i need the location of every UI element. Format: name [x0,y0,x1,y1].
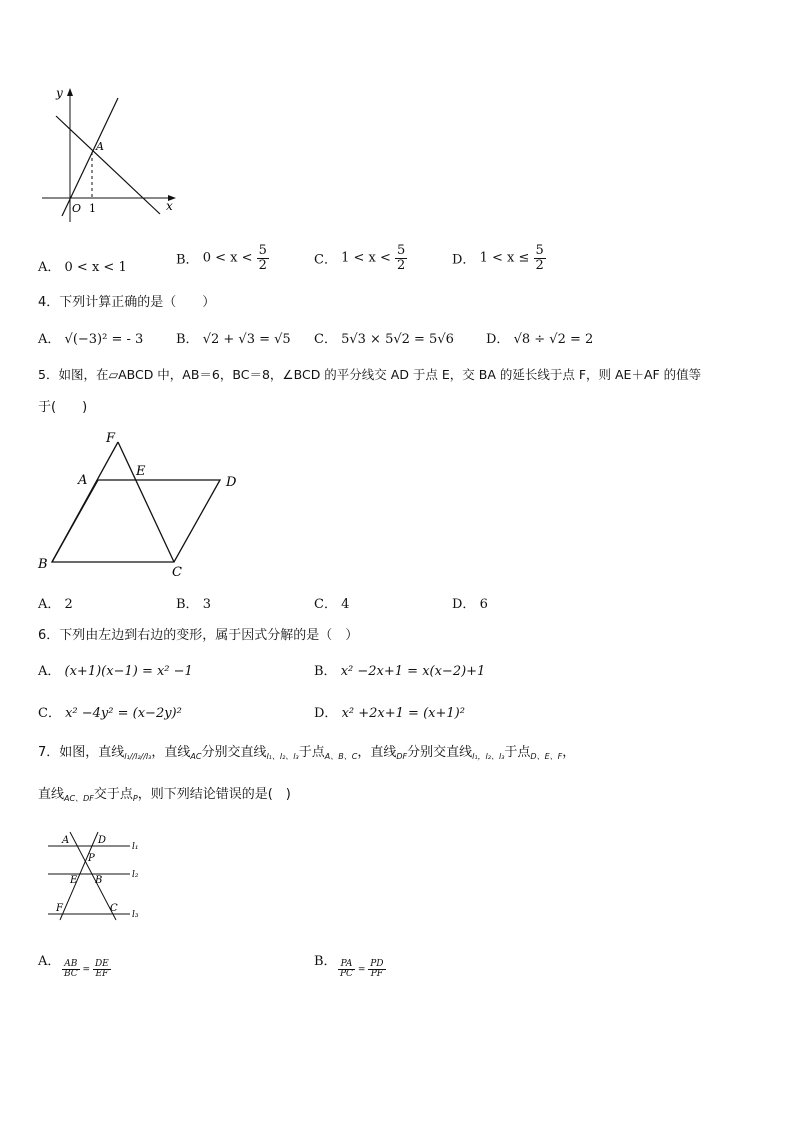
q5-option-a[interactable] [38,593,73,612]
q4-option-a[interactable] [38,328,143,347]
q7-parallel: l₁//l₂//l₃ [124,752,152,761]
q3-option-b-den: 2 [258,257,267,273]
q6-option-a[interactable] [38,660,193,679]
q3-option-a-label: A． [38,260,61,275]
q7-text-1: 7．如图，直线 [38,745,125,760]
q7-label-a: A [62,835,70,846]
q3-label-y: y [56,86,63,100]
q5-figure [36,428,246,580]
q4-option-d[interactable] [486,328,593,347]
q7-a-den1: BC [64,969,78,980]
q7-label-e: E [70,875,78,886]
q7-ac: AC [190,752,202,761]
q7-label-f: F [56,903,63,914]
q7-label-d: D [98,835,107,846]
q6-option-b-label: B． [314,664,337,679]
q5-option-a-label: A． [38,597,61,612]
q3-label-a: A [96,140,104,153]
q6-option-c-label: C． [38,706,61,721]
q7-pts1: A、B、C [324,752,358,761]
q5-option-b-value: 3 [202,597,211,612]
q3-option-c-num: 5 [397,243,406,258]
q3-label-one: 1 [89,202,96,215]
q6-option-a-expr: (x+1)(x−1) = x² −1 [64,664,193,679]
q4-option-b-expr: √2 + √3 = √5 [202,332,291,347]
q5-segment-bf [52,442,118,562]
q7-b-den1: PC [340,969,353,980]
q7-label-b: B [95,875,103,886]
q7-text-4: 于点 [298,745,325,760]
q5-label-f: F [106,431,116,446]
q3-option-c[interactable] [314,244,407,272]
q6-option-d-expr: x² +2x+1 = (x+1)² [341,706,465,721]
q7-option-b-label: B． [314,954,337,969]
q6-option-b-expr: x² −2x+1 = x(x−2)+1 [340,664,486,679]
q4-option-c-label: C． [314,332,337,347]
q7-label-c: C [110,903,118,914]
q6-option-d-label: D． [314,706,338,721]
q7-text-11: ，则下列结论错误的是( ) [137,787,291,802]
q7-text-9: 直线 [38,787,65,802]
q4-stem: 4．下列计算正确的是（ ） [38,295,216,310]
q7-option-b[interactable] [314,950,337,969]
q7-figure [44,828,148,924]
q4-option-a-expr: √(−3)² = - 3 [64,332,144,347]
q5-stem-line1: 5．如图，在▱ABCD 中，AB＝6，BC＝8，∠BCD 的平分线交 AD 于点 E，交 BA 的延长线于点 F，则 AE＋AF 的值等 [38,367,702,382]
q4-option-a-label: A． [38,332,61,347]
q4-option-b-label: B． [176,332,199,347]
q7-text-3: 分别交直线 [201,745,267,760]
q7-lines1: l₁、l₂、l₃ [266,752,299,761]
q7-text-10: 交于点 [93,787,133,802]
q3-option-b[interactable] [176,244,269,272]
q7-a-den2: EF [95,969,109,980]
q5-option-d-label: D． [452,597,476,612]
q7-df: DF [396,752,408,761]
q5-option-b[interactable] [176,593,211,612]
q3-option-c-expr: 1 < x < [341,250,391,266]
q6-option-c[interactable] [38,702,182,721]
q7-text-6: 分别交直线 [407,745,473,760]
q7-p: P [132,794,138,803]
q3-option-b-expr: 0 < x < [202,250,253,266]
q3-option-b-num: 5 [258,243,267,258]
q5-label-c: C [172,565,182,580]
q3-option-c-den: 2 [397,257,406,273]
q7-stem-line1 [38,741,575,762]
q4-option-c-expr: 5√3 × 5√2 = 5√6 [341,332,454,347]
q6-option-c-expr: x² −4y² = (x−2y)² [65,706,182,721]
q7-b-den2: PF [370,969,384,980]
q5-option-b-label: B． [176,597,199,612]
q5-option-c-value: 4 [341,597,350,612]
q7-text-2: ，直线 [151,745,191,760]
q7-b-num2: PD [370,959,384,969]
q3-line-falling [56,116,160,214]
q7-lines2: l₁，l₂、l₃ [472,752,505,761]
q5-option-d-value: 6 [479,597,488,612]
q7-label-p: P [88,853,95,864]
q5-option-d[interactable] [452,593,488,612]
q5-stem-line2: 于( ) [38,400,88,415]
q7-a-num2: DE [94,959,109,969]
q7-option-a[interactable] [38,950,60,969]
q7-label-l1: l₁ [132,842,139,852]
q7-option-a-label: A． [38,954,61,969]
q3-graph [38,84,178,224]
q3-option-d-label: D． [452,252,476,268]
q5-option-c[interactable] [314,593,349,612]
q7-b-num1: PA [338,960,355,970]
q5-label-d: D [226,475,237,490]
q4-option-d-label: D． [486,332,510,347]
q7-pts2: D、E、F [530,752,563,761]
q3-option-a-expr: 0 < x < 1 [64,260,127,275]
q7-label-l2: l₂ [132,870,139,880]
q6-stem: 6．下列由左边到右边的变形，属于因式分解的是（ ） [38,628,359,643]
q3-label-x: x [166,199,173,213]
q5-label-a: A [78,473,88,488]
q7-stem-line2 [38,783,291,804]
q5-segment-cf [118,442,174,562]
q3-option-d[interactable] [452,244,546,272]
q5-option-a-value: 2 [64,597,73,612]
q6-option-a-label: A． [38,664,61,679]
q3-option-d-den: 2 [535,257,544,273]
q7-text-8: ， [562,745,576,760]
q3-option-b-label: B． [176,252,199,268]
q7-text-7: 于点 [504,745,531,760]
q3-option-d-num: 5 [535,243,544,258]
q4-option-c[interactable] [314,328,454,347]
q3-option-d-expr: 1 < x ≤ [479,250,530,266]
q3-label-o: O [72,202,82,215]
q6-option-b[interactable] [314,660,485,679]
q7-a-num1: AB [62,960,80,970]
q7-option-a-expr: $\frac{AB}{BC}$ = $\frac{DE}{EF}$ [64,959,109,980]
q7-option-b-expr: $\frac{PA}{PC}$ = $\frac{PD}{PF}$ [340,959,384,980]
q3-option-c-label: C． [314,252,337,268]
q5-label-b: B [38,557,48,572]
q5-label-e: E [136,464,146,479]
q7-label-l3: l₃ [132,910,139,920]
q5-parallelogram [52,480,220,562]
q7-text-5: ，直线 [357,745,397,760]
q6-option-d[interactable] [314,702,465,721]
q5-option-c-label: C． [314,597,337,612]
q3-option-a[interactable] [38,256,127,275]
q4-option-b[interactable] [176,328,291,347]
q7-acdf: AC、DF [64,794,94,803]
q4-option-d-expr: √8 ÷ √2 = 2 [513,332,594,347]
